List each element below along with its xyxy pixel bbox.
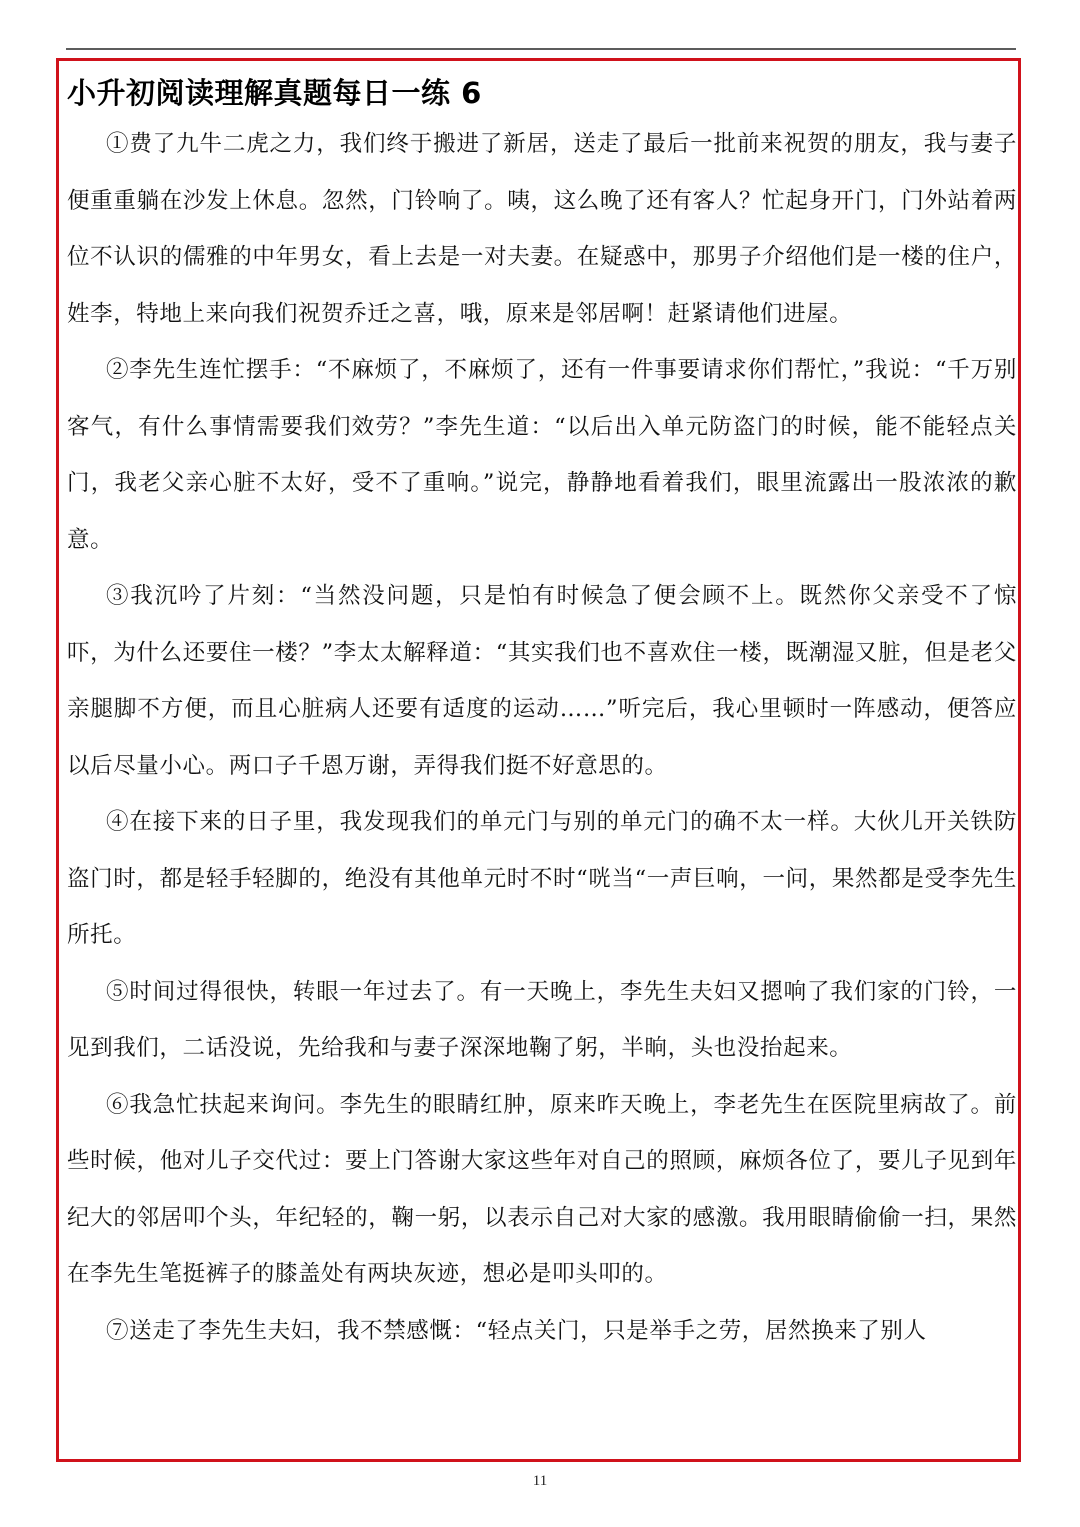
paragraph-6: ⑥我急忙扶起来询问。李先生的眼睛红肿，原来昨天晚上，李老先生在医院里病故了。前些时候，他对儿子交代过：要上门答谢大家这些年对自己的照顾，麻烦各位了，要儿子见到年纪大的邻居叩个头，年纪轻的，鞠一躬，以表示自己对大家的感激。我用眼睛偷偷一扫，果然在李先生笔挺裤子的膝盖处有两块灰迹，想必是叩头叩的。 (67, 1091, 1017, 1287)
paragraph-2: ②李先生连忙摆手：“不麻烦了，不麻烦了，还有一件事要请求你们帮忙，”我说：“千万别客气，有什么事情需要我们效劳？”李先生道：“以后出入单元防盗门的时候，能不能轻点关门，我老父亲心脏不太好，受不了重响。”说完，静静地看着我们，眼里流露出一股浓浓的歉意。 (67, 357, 1017, 553)
header-rule (66, 48, 1016, 50)
document-body (67, 70, 1017, 1359)
document-title: 小升初阅读理解真题每日一练 6 (67, 76, 482, 110)
page-number: 11 (532, 1473, 548, 1489)
paragraph-7: ⑦送走了李先生夫妇，我不禁感慨：“轻点关门，只是举手之劳，居然换来了别人 (106, 1317, 927, 1344)
paragraph-5: ⑤时间过得很快，转眼一年过去了。有一天晚上，李先生夫妇又摁响了我们家的门铃，一见到我们，二话没说，先给我和与妻子深深地鞠了躬，半晌，头也没抬起来。 (67, 978, 1017, 1061)
paragraph-3: ③我沉吟了片刻：“当然没问题，只是怕有时候急了便会顾不上。既然你父亲受不了惊吓，为什么还要住一楼？”李太太解释道：“其实我们也不喜欢住一楼，既潮湿又脏，但是老父亲腿脚不方便，而且心脏病人还要有适度的运动……”听完后，我心里顿时一阵感动，便答应以后尽量小心。两口子千恩万谢，弄得我们挺不好意思的。 (67, 583, 1017, 779)
paragraph-1: ①费了九牛二虎之力，我们终于搬进了新居，送走了最后一批前来祝贺的朋友，我与妻子便重重躺在沙发上休息。忽然，门铃响了。咦，这么晚了还有客人？忙起身开门，门外站着两位不认识的儒雅的中年男女，看上去是一对夫妻。在疑惑中，那男子介绍他们是一楼的住户，姓李，特地上来向我们祝贺乔迁之喜，哦，原来是邻居啊！赶紧请他们进屋。 (67, 131, 1017, 327)
paragraph-4: ④在接下来的日子里，我发现我们的单元门与别的单元门的确不太一样。大伙儿开关铁防盗门时，都是轻手轻脚的，绝没有其他单元时不时“咣当“一声巨响，一问，果然都是受李先生所托。 (67, 809, 1017, 948)
